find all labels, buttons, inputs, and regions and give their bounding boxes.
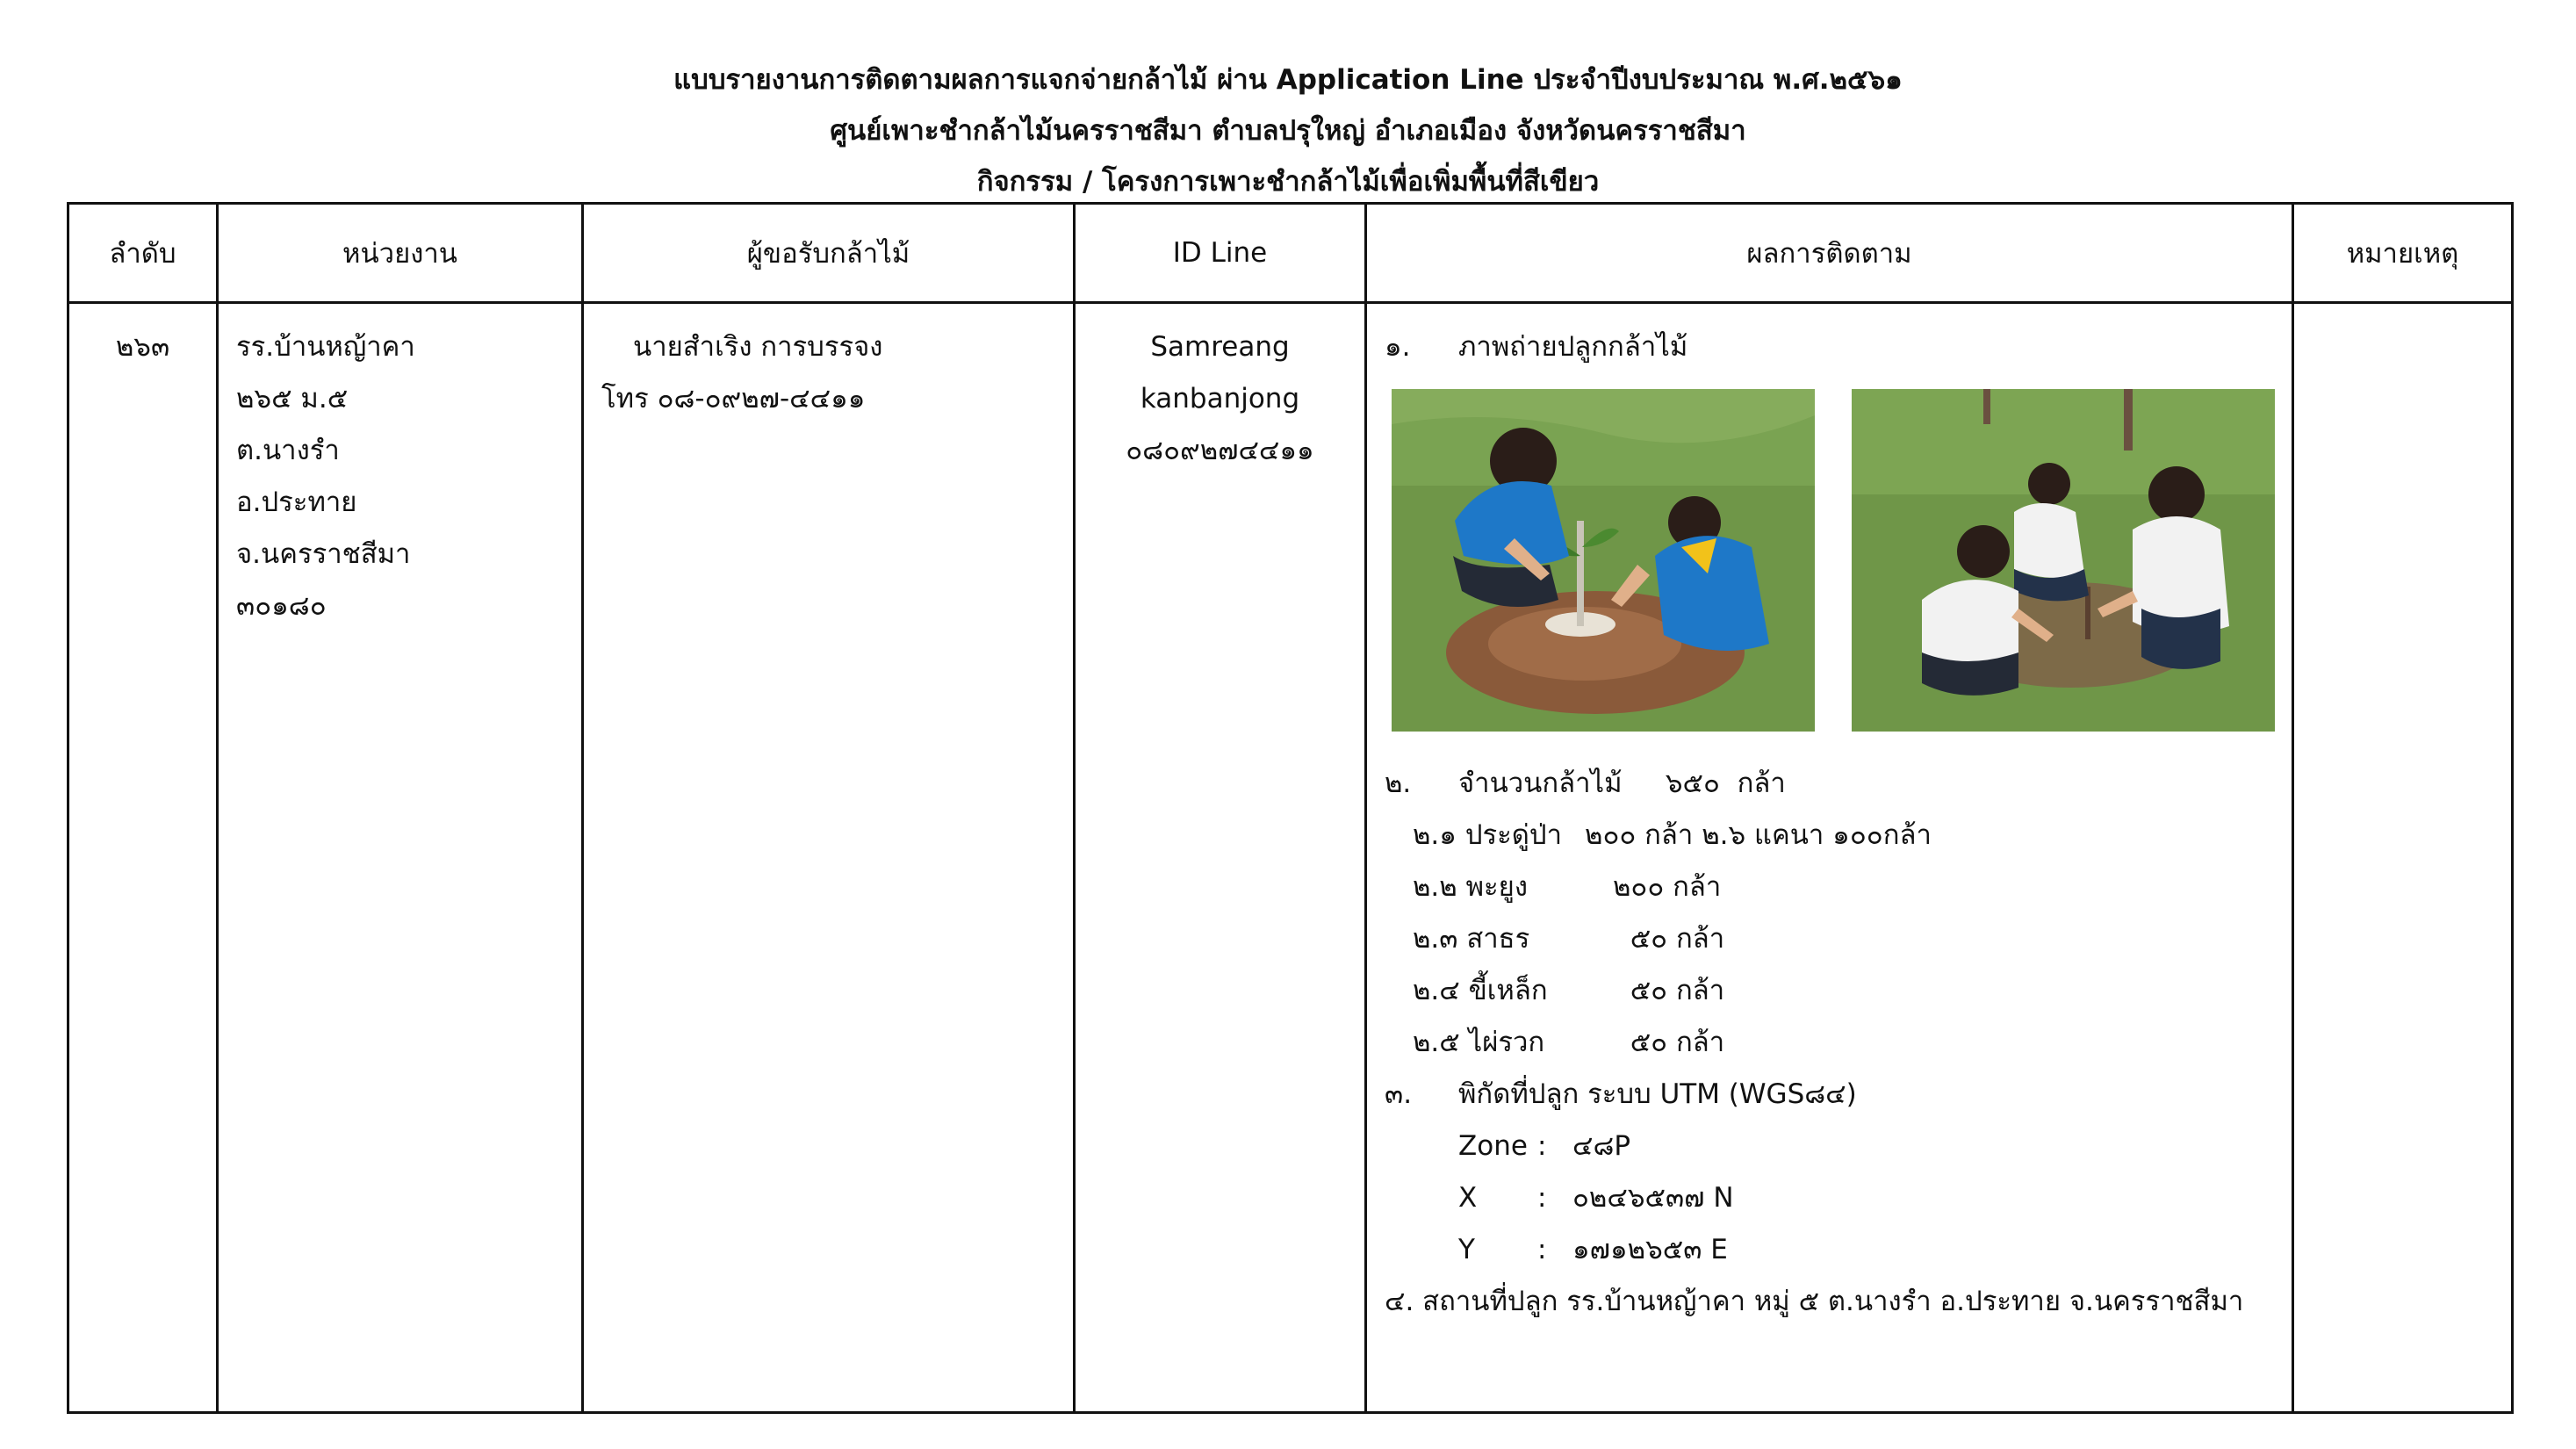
recipient-name: นายสำเริง การบรรจง	[633, 331, 883, 363]
report-table	[67, 202, 2514, 1414]
species-row	[1385, 913, 2291, 965]
col-header-number: ลำดับ	[68, 204, 218, 303]
coord-y-sep: :	[1537, 1234, 1547, 1265]
species-name: ๒.๓ สาธร	[1413, 923, 1530, 955]
cell-agency	[218, 303, 583, 1413]
cell-number	[68, 303, 218, 1413]
table-header-row	[68, 204, 2513, 303]
seedling-count-value: ๖๕๐	[1665, 768, 1720, 799]
species-qty: ๕๐ กล้า	[1630, 1027, 1725, 1058]
coord-y-value: ๑๗๑๒๖๕๓ E	[1572, 1234, 1728, 1265]
cell-line-id	[1075, 303, 1366, 1413]
agency-postcode: ๓๐๑๘๐	[236, 590, 327, 622]
species-extra: ๒.๖ แคนา ๑๐๐กล้า	[1702, 819, 1932, 851]
agency-subdistrict: ต.นางรำ	[236, 435, 340, 466]
line-id-last: kanbanjong	[1140, 383, 1300, 415]
species-name: ๒.๔ ขี้เหล็ก	[1413, 975, 1548, 1006]
recipient-phone: โทร ๐๘-๐๙๒๗-๔๔๑๑	[601, 383, 866, 415]
row-number: ๒๖๓	[115, 331, 170, 363]
report-activity: กิจกรรม / โครงการเพาะชำกล้าไม้เพื่อเพิ่มพื้นที่สีเขียว	[976, 166, 1600, 198]
cell-results	[1366, 303, 2293, 1413]
species-qty: ๕๐ กล้า	[1630, 975, 1725, 1006]
report-center-location: ศูนย์เพาะชำกล้าไม้นครราชสีมา ตำบลปรุใหญ่ อำเภอเมือง จังหวัดนครราชสีมา	[830, 115, 1746, 147]
result-item-2-number: ๒.	[1385, 768, 1412, 799]
seedling-count-label: จำนวนกล้าไม้	[1458, 768, 1623, 799]
agency-address-house: ๒๖๕ ม.๕	[236, 383, 349, 415]
species-name: ๒.๒ พะยูง	[1413, 871, 1528, 903]
coord-y	[1385, 1224, 2291, 1276]
species-name: ๒.๑ ประดู่ป่า	[1413, 819, 1563, 851]
result-item-1-text: ภาพถ่ายปลูกกล้าไม้	[1458, 331, 1688, 363]
coordinate-system: พิกัดที่ปลูก ระบบ UTM (WGS๘๔)	[1458, 1078, 1857, 1110]
result-item-3-number: ๓.	[1385, 1078, 1413, 1110]
planting-location: ๔. สถานที่ปลูก รร.บ้านหญ้าคา หมู่ ๕ ต.นางรำ อ.ประทาย จ.นครราชสีมา	[1385, 1286, 2244, 1317]
planting-photo-2-image	[1852, 389, 2275, 732]
result-item-1	[1385, 321, 2291, 373]
col-header-remark: หมายเหตุ	[2293, 204, 2513, 303]
species-qty: ๕๐ กล้า	[1630, 923, 1725, 955]
agency-district: อ.ประทาย	[236, 487, 357, 518]
coord-zone	[1385, 1121, 2291, 1172]
col-header-results: ผลการติดตาม	[1366, 204, 2293, 303]
agency-name: รร.บ้านหญ้าคา	[236, 331, 415, 363]
coord-zone-value: ๔๘P	[1572, 1130, 1631, 1162]
coord-y-key: Y	[1458, 1234, 1475, 1265]
seedling-count-unit: กล้า	[1737, 768, 1786, 799]
result-item-2	[1385, 758, 2291, 810]
col-header-line-id: ID Line	[1075, 204, 1366, 303]
species-row	[1385, 810, 2291, 861]
coord-x	[1385, 1172, 2291, 1224]
cell-recipient	[583, 303, 1075, 1413]
species-row	[1385, 1017, 2291, 1069]
coord-x-key: X	[1458, 1182, 1478, 1214]
line-id-phone: ๐๘๐๙๒๗๔๔๑๑	[1126, 435, 1314, 466]
report-header	[0, 54, 2576, 207]
planting-photo-2	[1852, 389, 2275, 732]
coord-zone-sep: :	[1537, 1130, 1547, 1162]
result-item-1-number: ๑.	[1385, 331, 1411, 363]
result-item-3	[1385, 1069, 2291, 1121]
species-row	[1385, 861, 2291, 913]
species-name: ๒.๕ ไผ่รวก	[1413, 1027, 1545, 1058]
photo-gallery	[1385, 389, 2291, 751]
species-row	[1385, 965, 2291, 1017]
col-header-recipient: ผู้ขอรับกล้าไม้	[583, 204, 1075, 303]
species-qty: ๒๐๐ กล้า	[1585, 819, 1694, 851]
line-id-first: Samreang	[1150, 331, 1290, 363]
table-row	[68, 303, 2513, 1413]
coord-zone-key: Zone	[1458, 1130, 1528, 1162]
agency-province: จ.นครราชสีมา	[236, 538, 411, 570]
planting-photo-1-image	[1392, 389, 1815, 732]
species-qty: ๒๐๐ กล้า	[1613, 871, 1722, 903]
coord-x-value: ๐๒๔๖๕๓๗ N	[1572, 1182, 1734, 1214]
cell-remark	[2293, 303, 2513, 1413]
planting-photo-1	[1392, 389, 1815, 732]
coord-x-sep: :	[1537, 1182, 1547, 1214]
col-header-agency: หน่วยงาน	[218, 204, 583, 303]
report-title: แบบรายงานการติดตามผลการแจกจ่ายกล้าไม้ ผ่าน Application Line ประจำปีงบประมาณ พ.ศ.๒๕๖๑	[673, 64, 1903, 96]
